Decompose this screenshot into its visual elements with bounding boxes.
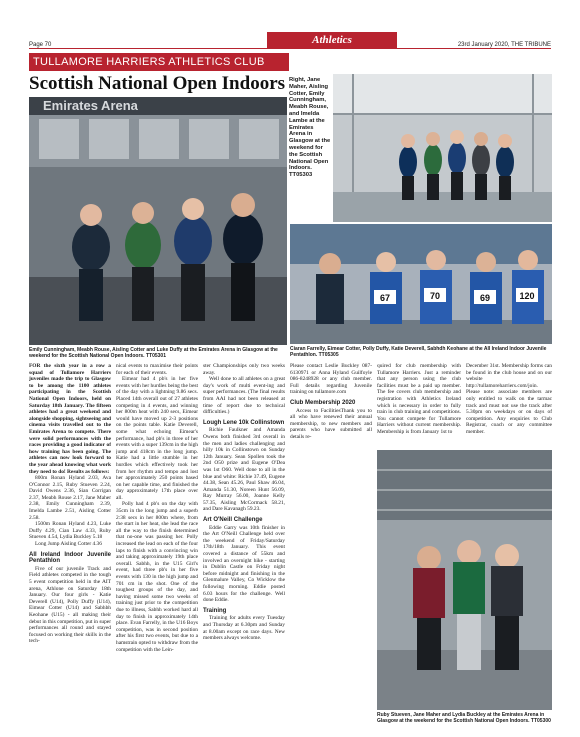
subheading: Club Membership 2020 (290, 399, 356, 406)
subheading: Lough Lene 10k Collinstown (203, 419, 285, 426)
article-paragraph: Five of our juvenile Track and Field athletes competed in the tough 5 event competition held in the AIT arena, Athlone on Saturday 18th January. Our four girls - Katie Deverell (U14), Polly Duffy (U14), Eimear Cotter (U14) and Sabhbh Keohane (U15) - all making their debut in this competition, put in super performances all round and stayed focused on working their skills in the tech- (29, 565, 111, 645)
subheading: Training (203, 607, 227, 614)
subheading: All Ireland Indoor Juvenile Pentathlon (29, 551, 111, 565)
club-kicker: TULLAMORE HARRIERS ATHLETICS CLUB (29, 53, 289, 71)
photo-stueven-maher-buckley (377, 450, 552, 710)
photo-pentathlon-group-image (290, 224, 552, 344)
article-column-5 (377, 363, 461, 443)
caption-stueven-maher-buckley: Ruby Stueven, Jane Maher and Lydia Buckley at the Emirates Arena in Glasgow at the weekend for the Scottish National Open Indoors. TT05300 (377, 712, 551, 725)
article-paragraph: Richie Faulkner and Amanda Owens both finished 3rd overall in the men and ladies challenging and hilly 10k in Collinstown on Sunday 12th January. Sean Spollen took the 2nd O50 prize and Eugene O'Dea was 1st O60. Well done to all in the blue and white: Richie 37.49, Eugene 44.38, Sean 45.26, Paul Shaw 46.04, Amanda 51.30, Noreen Hunt 56.09, Ray Murray 56.00, Joanne Kelly 57.35, Aisling McCormack 58.21, and Dare Kavanagh 59.23. (203, 427, 285, 513)
bib-number: 70 (429, 291, 441, 301)
three-athletes (413, 540, 523, 670)
article-paragraph: Eddie Garry was 10th finisher in the Art O'Neill Challenge held over the weekend of Friday/Saturday 17th/18th January. This event covered a distance of 55km and involved an overnight hike - starting in Dublin Castle on Friday night before midnight and finishing in the Glenmalure Valley, Co Wicklow the following morning. Eddie posted 6.03 hours for the challenge. Well done Eddie. (203, 524, 285, 604)
caption-glasgow-group: Emily Cunningham, Meabh Rouse, Aisling Cotter and Luke Duffy at the Emirates Arena in Glasgow at the weekend for the Scottish National Open Indoors. TT05301 (29, 347, 278, 360)
article-column-4 (290, 363, 372, 443)
article-paragraph: December 31st. Membership forms can be found in the club house and on our website http://tullamoreharriers.com/join. Please note: associate members are only entitled to walk on the tarmac track and must not use the track after 5.30pm on weekdays or on days of competition. Any enquiries to Club Registrar, coach or any committee member. (466, 363, 552, 435)
header-rule (29, 48, 551, 49)
article-paragraph: 800m Ronan Hyland 2.03, Ava O'Connor 2.15, Ruby Stueven 2.24, David Owens 2.36, Sian Corrigan 2.37, Meabh Rouse 2.17, Jane Maher 2.38, Emily Cunningham 2.39, Imelda Lambe 2.51, Aisling Cotter 2.58. (29, 475, 111, 521)
article-paragraph: ster Championships only two weeks away. (203, 363, 285, 376)
article-paragraph: 1500m Ronan Hyland 4.23, Luke Duffy 4.29, Cian Law 4.33, Ruby Stueven 4.54, Lydia Buckley 5.18 (29, 521, 111, 541)
article-paragraph: quired for club membership with Tullamore Harriers. Just a reminder that any person using the club facilities must be a paid up member. The fee covers club membership and registration with Athletics Ireland which is necessary in order to fully train in club training and competitions. You cannot compete for Tullamore Harriers without current membership. Membership is from January 1st to (377, 363, 461, 435)
article-paragraph: nical events to maximise their points for each of their events. (116, 363, 198, 376)
photo-stueven-maher-buckley-image (377, 450, 552, 710)
section-tab: Athletics (267, 32, 397, 48)
article-column-6 (466, 363, 552, 443)
bib-number: 120 (519, 291, 535, 301)
article-paragraph: Polly had 4 pb's on the day with 35cm in the long jump and a superb 2:38 secs in her 800m where, from the start in her heat, she lead the race all the way to the finish determined that no-one was passing her. Polly increased the lead on each of the four laps to finish with a convincing win and taking approximately 19th place overall. Sabhh, in the U15 Girl's event, had three pb's in her five events with 130 in the high jump and 701 cm in the shot. One of the toughest groups of the day, and having missed some two weeks of training just prior to the competition due to illness, Sabhh worked hard all day to finish in approximately 14th place. Evan Farrelly, in the U16 Boys competition, was in second position after his first two events, but due to a hamstrain opted to withdraw from the competition with the Lein- (116, 501, 198, 653)
photo-glasgow-group (29, 97, 287, 345)
article-paragraph: Long Jump Aisling Cotter 4.36 (35, 541, 102, 548)
article-column-1 (29, 363, 111, 737)
article-paragraph: Eimear had 4 pb's in her five events with her hurdles being the best of the day with a lightning 9.86 secs. Placed 14th overall out of 27 athletes competing in 4 events, and winning her 800m heat with 240 secs, Eimear would have moved up 2-3 positions on the points table. Katie Deverell, some what echoing Eimear's performance, had pb's in three of her events with a super 139cm in the high jump and 418cm in the long jump. Katie had a little stumble in her hurdles which effectively took her from her rhythm and tempo and lost her approximately 250 points based on her capable time, and finished the day approximately 17th place over all. (116, 376, 198, 501)
bib-number: 69 (479, 293, 491, 303)
side-caption-right-photo: Right, Jane Maher, Aisling Cotter, Emily Cunningham, Meabh Rouse, and Imelda Lambe at the Emirates Arena in Glasgow at the weekend for the Scottish National Open Indoors. TT05303 (289, 77, 331, 179)
article-paragraph: Well done to all athletes on a great day's work of multi event-ing and super performances. (The final results from AAI had not been released at time of report due to technical difficulties.) (203, 376, 285, 416)
subheading: Art O'Neill Challenge (203, 517, 263, 524)
article-paragraph: Training for adults every Tuesday and Thursday at 6.30pm and Sunday at 8.00am except on race days. New members always welcome. (203, 615, 285, 642)
article-column-3 (203, 363, 285, 737)
page-header (29, 32, 551, 46)
page-number: Page 70 (29, 42, 52, 48)
article-paragraph: Access to FacilitiesThank you to all who have renewed their annual membership, to new members and parents who have submitted all details re- (290, 407, 372, 440)
bib-number: 67 (379, 293, 391, 303)
photo-glasgow-group-image (29, 97, 287, 345)
photo-indoor-arena-group-image (333, 74, 552, 222)
photo-indoor-arena-group (333, 74, 552, 222)
article-column-2 (116, 363, 198, 737)
issue-date: 23rd January 2020, THE TRIBUNE (457, 42, 551, 48)
svg-text:Emirates Arena: Emirates Arena (43, 98, 138, 113)
photo-pentathlon-group (290, 224, 552, 344)
caption-pentathlon: Ciaran Farrelly, Eimear Cotter, Polly Duffy, Katie Deverell, Sabhdh Keohane at the All Ireland Indoor Juvenile Pentathlon. TT05305 (290, 346, 547, 359)
article-paragraph: Please contact Leslie Buckley 087-6130971 or Anna Hyland Guilfoyle 086-8248928 or any club member. Full details regarding Juvenile training on tullamore.com (290, 363, 372, 396)
article-lead-paragraph: FOR the sixth year in a row a squad of Tullamore Harriers juveniles made the trip to Glasgow to be among the 1100 athletes participating in the Scottish National Open Indoors, held on Saturday 18th January. The fifteen athletes had a great weekend and alongside shopping, sightseeing and cinema visits travelled out to the Emirates Arena to compete. There were solid performances with the races providing a good indicator of how training has been going. The athletes can now look forward to the year ahead knowing what work they need to do! Results as follows: (29, 363, 111, 475)
headline: Scottish National Open Indoors (29, 73, 286, 94)
